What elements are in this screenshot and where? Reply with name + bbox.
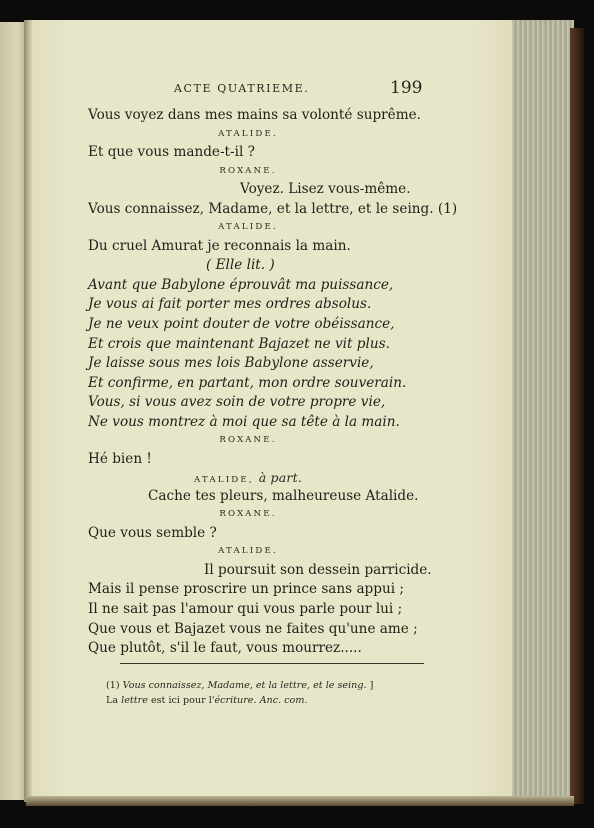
speaker-name: ATALIDE. <box>218 128 278 139</box>
footnote-bracket: ] <box>369 680 374 691</box>
verse-line: Que vous semble ? <box>88 524 217 541</box>
footnote-divider <box>120 663 424 664</box>
letter-line: Je laisse sous mes lois Babylone asservie, <box>88 355 374 372</box>
footnote-line-2 <box>106 693 426 708</box>
stage-aside: à part. <box>258 470 302 486</box>
letter-line: Et crois que maintenant Bajazet ne vit plus. <box>88 335 390 352</box>
speaker-name <box>88 469 408 486</box>
footnote-text: La <box>106 695 119 706</box>
footnote-number: (1) <box>106 680 120 691</box>
speaker-name: ATALIDE. <box>218 222 278 233</box>
verse-line: Il poursuit son dessein parricide. <box>204 561 432 578</box>
speaker-name: ROXANE. <box>219 509 277 520</box>
verse-line: Et que vous mande-t-il ? <box>88 143 255 160</box>
running-head: ACTE QUATRIEME. <box>174 82 310 95</box>
verse-text <box>88 106 458 659</box>
verse-line: Hé bien ! <box>88 450 152 467</box>
verse-line: Cache tes pleurs, malheureuse Atalide. <box>148 487 419 504</box>
verse-line: Que plutôt, s'il le faut, vous mourrez..... <box>88 640 362 657</box>
page-number: 199 <box>390 78 423 98</box>
letter-line: Vous, si vous avez soin de votre propre vie, <box>88 394 386 411</box>
speaker-name: ROXANE. <box>219 165 277 176</box>
speaker-name: ATALIDE. <box>218 546 278 557</box>
page-edges <box>512 20 574 802</box>
verse-line: Voyez. Lisez vous-même. <box>240 180 411 197</box>
book-bottom-edge <box>26 796 574 806</box>
verse-line: Il ne sait pas l'amour qui vous parle pour lui ; <box>88 601 403 618</box>
verse-line: Du cruel Amurat je reconnais la main. <box>88 237 351 254</box>
letter-line: Avant que Babylone éprouvât ma puissance, <box>88 276 394 293</box>
footnote-term: écriture. <box>214 695 257 706</box>
speaker-label: ATALIDE, <box>193 475 254 486</box>
verse-line: Vous voyez dans mes mains sa volonté suprême. <box>88 107 421 123</box>
footnote-source: Anc. com. <box>259 695 308 706</box>
footnote-quote: Vous connaissez, Madame, et la lettre, et le seing. <box>122 680 367 691</box>
verse-line: Vous connaissez, Madame, et la lettre, et le seing. (1) <box>88 200 458 217</box>
verse-line: Que vous et Bajazet vous ne faites qu'une ame ; <box>88 620 418 637</box>
footnote-text: est ici pour l' <box>150 695 215 706</box>
verse-line: Mais il pense proscrire un prince sans appui ; <box>88 581 404 598</box>
letter-line: Je vous ai fait porter mes ordres absolus. <box>88 296 372 313</box>
footnote-line-1 <box>106 678 426 693</box>
page-header <box>0 80 594 100</box>
letter-line: Et confirme, en partant, mon ordre souverain. <box>88 374 407 391</box>
letter-line: Je ne veux point douter de votre obéissance, <box>88 315 395 332</box>
footnote-term: lettre <box>121 695 148 706</box>
left-page-edge <box>0 22 26 800</box>
letter-line: Ne vous montrez à moi que sa tête à la main. <box>88 413 400 430</box>
footnote <box>106 678 426 708</box>
speaker-name: ROXANE. <box>219 435 277 446</box>
book-cover-edge <box>570 28 584 804</box>
stage-direction: ( Elle lit. ) <box>206 257 275 274</box>
